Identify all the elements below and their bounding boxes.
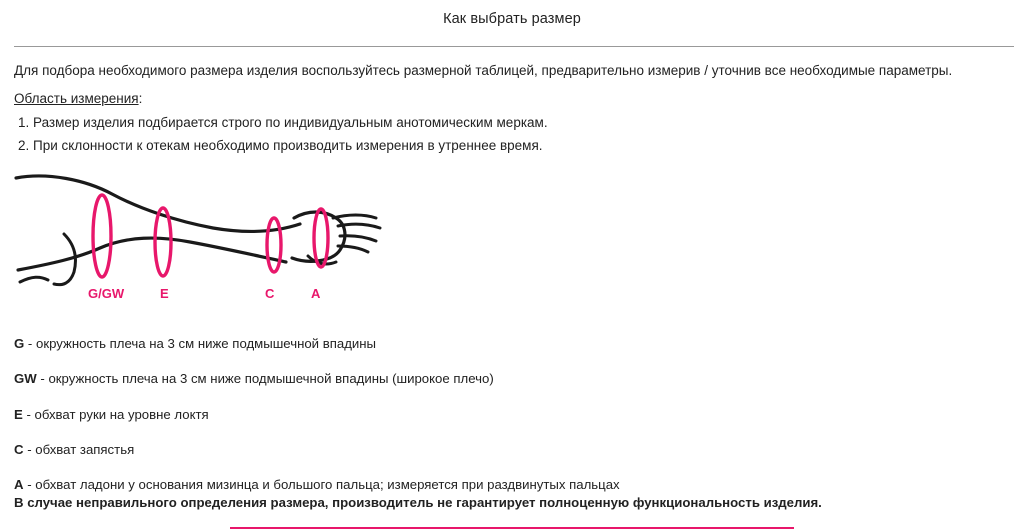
- diagram-label-e: E: [160, 286, 169, 301]
- measurement-section-heading-colon: :: [138, 91, 143, 106]
- legend-description: - окружность плеча на 3 см ниже подмышечной впадины (широкое плечо): [36, 371, 494, 387]
- legend-code: A: [14, 477, 24, 493]
- legend-code: C: [14, 442, 24, 458]
- legend-description: - окружность плеча на 3 см ниже подмышечной впадины: [24, 336, 377, 351]
- warning-note: В случае неправильного определения размера, производитель не гарантирует полноценную функциональность изделия.: [14, 495, 822, 510]
- intro-text: Для подбора необходимого размера изделия воспользуйтесь размерной таблицей, предварительно измерив / уточнив все необходимые параметры.: [14, 63, 953, 78]
- legend-list: [14, 336, 914, 513]
- measurement-section-heading: [14, 91, 142, 106]
- diagram-label-g-gw: G/GW: [88, 286, 125, 301]
- legend-row: [14, 477, 914, 493]
- legend-row: [14, 442, 914, 458]
- measurement-list: [18, 111, 548, 157]
- legend-row: [14, 371, 914, 387]
- arm-diagram-svg: [8, 166, 408, 316]
- diagram-label-a: A: [311, 286, 321, 301]
- measurement-section-heading-label: Область измерения: [14, 91, 139, 106]
- list-item: 1. Размер изделия подбирается строго по индивидуальным анотомическим меркам.: [18, 115, 548, 130]
- list-item: 2. При склонности к отекам необходимо производить измерения в утреннее время.: [18, 138, 543, 154]
- arm-measurement-diagram: [8, 166, 408, 316]
- header-divider: [14, 46, 1014, 47]
- legend-description: - обхват руки на уровне локтя: [22, 406, 209, 422]
- legend-code: E: [14, 406, 23, 422]
- legend-description: - обхват запястья: [23, 442, 135, 458]
- legend-description: - обхват ладони у основания мизинца и большого пальца; измеряется при раздвинутых пальцах: [23, 477, 620, 493]
- legend-code: G: [14, 336, 25, 351]
- legend-row: [14, 407, 914, 423]
- diagram-label-c: C: [265, 286, 275, 301]
- legend-row: [14, 336, 914, 352]
- legend-code: GW: [14, 371, 37, 387]
- page-title: Как выбрать размер: [443, 11, 581, 27]
